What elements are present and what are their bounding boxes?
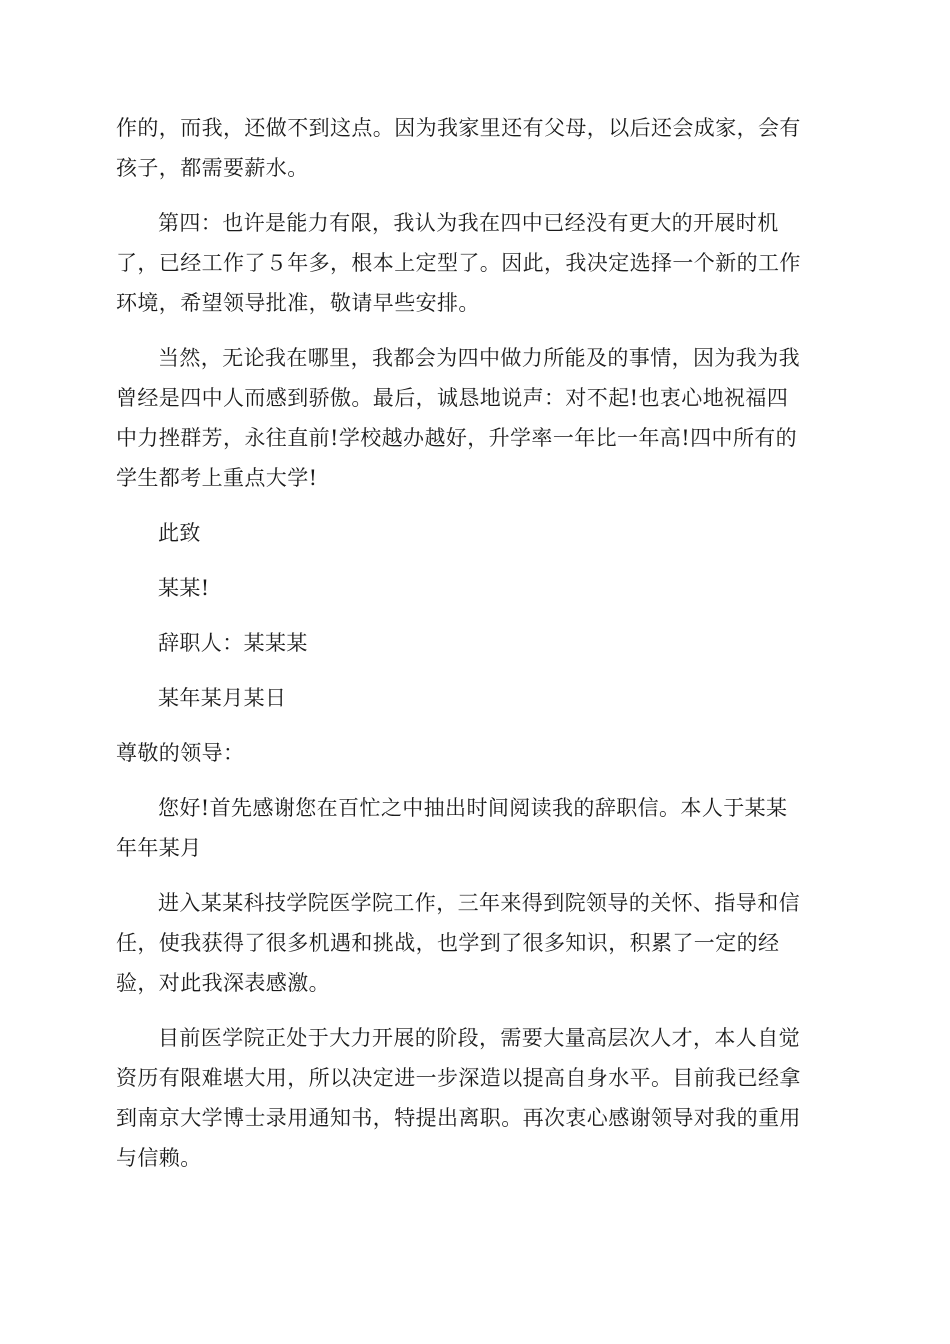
text-line: 您好!首先感谢您在百忙之中抽出时间阅读我的辞职信。本人于某某 [158, 796, 788, 820]
text-line: 某某! [158, 576, 210, 600]
greeting [116, 733, 834, 773]
text-line: 资历有限难堪大用，所以决定进一步深造以提高自身水平。目前我已经拿 [116, 1066, 801, 1090]
text-line: 孩子，都需要薪水。 [116, 156, 309, 180]
text-line: 尊敬的领导： [116, 741, 245, 765]
paragraph-3 [116, 338, 834, 498]
text-line: 目前医学院正处于大力开展的阶段，需要大量高层次人才，本人自觉 [158, 1026, 800, 1050]
text-line: 中力挫群芳，永往直前!学校越办越好，升学率一年比一年高!四中所有的 [116, 426, 798, 450]
signature [116, 623, 834, 663]
text-line: 学生都考上重点大学! [116, 466, 318, 490]
text-line: 当然，无论我在哪里，我都会为四中做力所能及的事情，因为我为我 [158, 346, 800, 370]
text-line: 年年某月 [116, 836, 202, 860]
document-body [116, 108, 834, 1178]
text-line: 任，使我获得了很多机遇和挑战，也学到了很多知识，积累了一定的经 [116, 931, 780, 955]
salutation-closing [116, 513, 834, 553]
text-line: 到南京大学博士录用通知书，特提出离职。再次衷心感谢领导对我的重用 [116, 1106, 801, 1130]
recipient [116, 568, 834, 608]
text-line: 辞职人：某某某 [158, 631, 308, 655]
paragraph-1 [116, 108, 834, 188]
text-line: 环境，希望领导批准，敬请早些安排。 [116, 291, 480, 315]
paragraph-6 [116, 1018, 834, 1178]
text-line: 曾经是四中人而感到骄傲。最后，诚恳地说声：对不起!也衷心地祝福四 [116, 386, 789, 410]
text-line: 进入某某科技学院医学院工作，三年来得到院领导的关怀、指导和信 [158, 891, 800, 915]
date [116, 678, 834, 718]
text-line: 验，对此我深表感激。 [116, 971, 330, 995]
paragraph-5 [116, 883, 834, 1003]
text-line: 与信赖。 [116, 1146, 202, 1170]
text-line: 此致 [158, 521, 201, 545]
text-line: 作的，而我，还做不到这点。因为我家里还有父母，以后还会成家，会有 [116, 116, 801, 140]
paragraph-2 [116, 203, 834, 323]
text-line: 第四：也许是能力有限，我认为我在四中已经没有更大的开展时机 [158, 211, 779, 235]
paragraph-4 [116, 788, 834, 868]
text-line: 某年某月某日 [158, 686, 287, 710]
text-line: 了，已经工作了５年多，根本上定型了。因此，我决定选择一个新的工作 [116, 251, 801, 275]
